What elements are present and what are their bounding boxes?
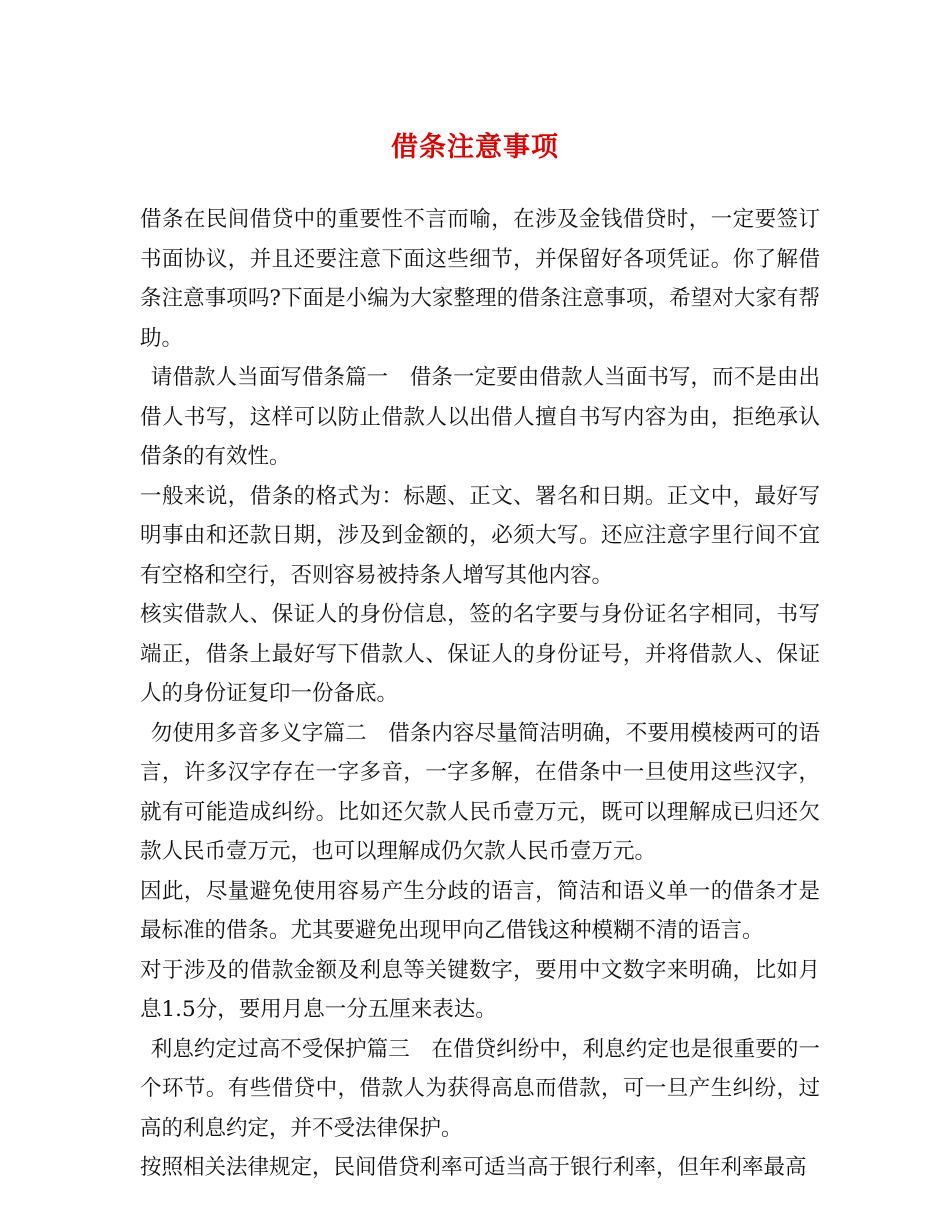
paragraph-section-2: 勿使用多音多义字篇二 借条内容尽量简洁明确，不要用模棱两可的语言，许多汉字存在一字多音，一字多解，在借条中一旦使用这些汉字，就有可能造成纠纷。比如还欠款人民币壹万元，既可以理解成已归还欠款人民币壹万元，也可以理解成仍欠款人民币壹万元。 — [140, 720, 820, 864]
paragraph-section-3: 利息约定过高不受保护篇三 在借贷纠纷中，利息约定也是很重要的一个环节。有些借贷中，借款人为获得高息而借款，可一旦产生纠纷，过高的利息约定，并不受法律保护。 — [140, 1036, 820, 1141]
document-body — [140, 200, 820, 1188]
document-title: 借条注意事项 — [391, 132, 559, 163]
paragraph-interest-law: 按照相关法律规定，民间借贷利率可适当高于银行利率，但年利率最高 — [140, 1155, 807, 1180]
paragraph-chinese-numerals: 对于涉及的借款金额及利息等关键数字，要用中文数字来明确，比如月息1.5分，要用月息一分五厘来表达。 — [140, 957, 820, 1022]
paragraph-section-1: 请借款人当面写借条篇一 借条一定要由借款人当面书写，而不是由出借人书写，这样可以防止借款人以出借人擅自书写内容为由，拒绝承认借条的有效性。 — [140, 365, 820, 469]
paragraph-avoid-ambiguity: 因此，尽量避免使用容易产生分歧的语言，简洁和语义单一的借条才是最标准的借条。尤其要避免出现甲向乙借钱这种模糊不清的语言。 — [140, 878, 820, 943]
paragraph-identity: 核实借款人、保证人的身份信息，签的名字要与身份证名字相同，书写端正，借条上最好写下借款人、保证人的身份证号，并将借款人、保证人的身份证复印一份备底。 — [140, 602, 820, 706]
paragraph-intro: 借条在民间借贷中的重要性不言而喻，在涉及金钱借贷时，一定要签订书面协议，并且还要注意下面这些细节，并保留好各项凭证。你了解借条注意事项吗?下面是小编为大家整理的借条注意事项，希望对大家有帮助。 — [140, 207, 820, 351]
paragraph-format: 一般来说，借条的格式为：标题、正文、署名和日期。正文中，最好写明事由和还款日期，涉及到金额的，必须大写。还应注意字里行间不宜有空格和空行，否则容易被持条人增写其他内容。 — [140, 483, 820, 588]
